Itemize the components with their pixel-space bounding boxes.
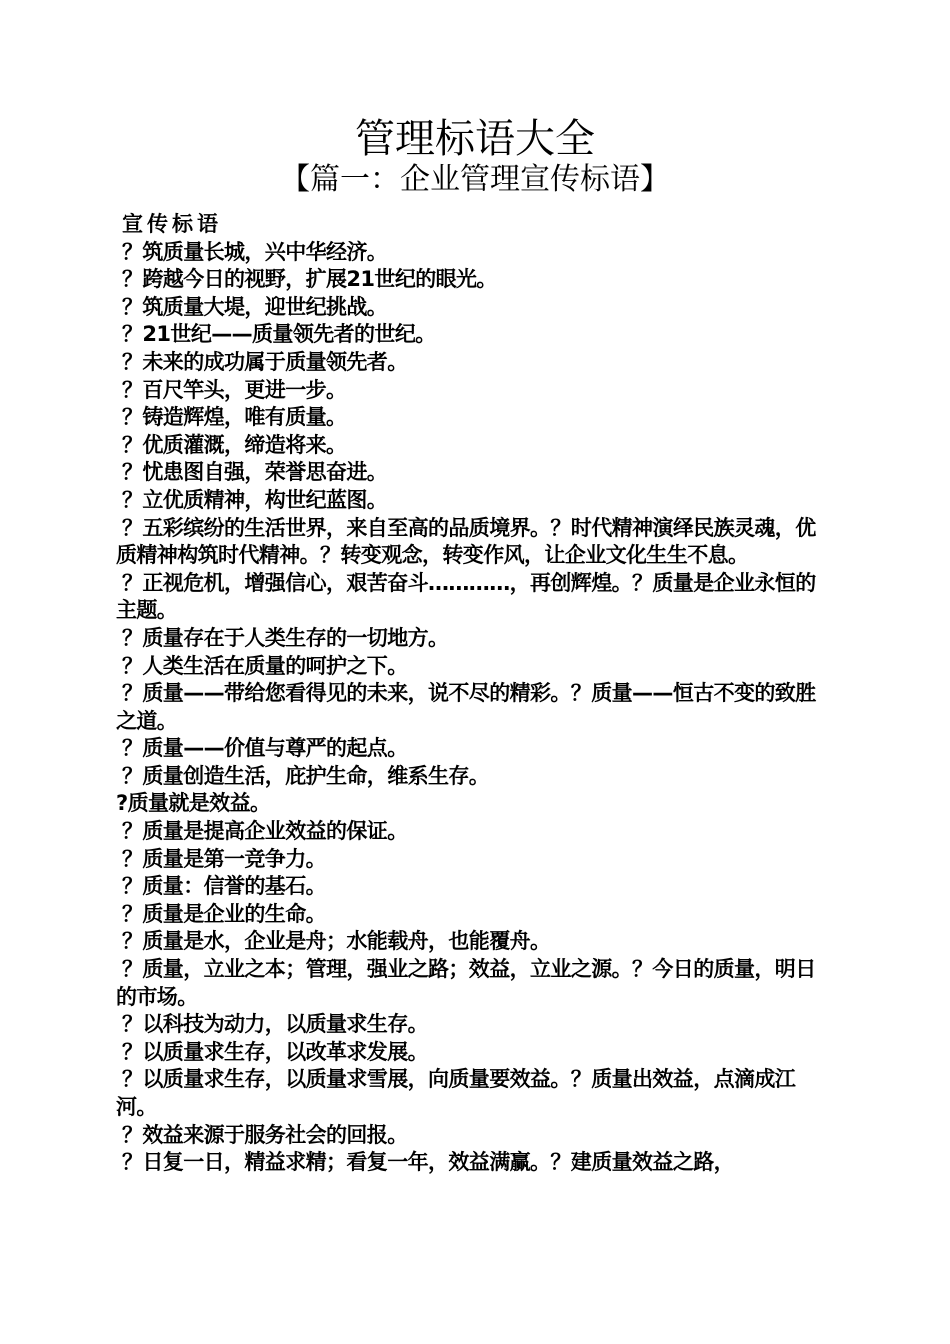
slogan-item: ?质量就是效益。 xyxy=(116,791,271,816)
slogan-item: ？未来的成功属于质量领先者。 xyxy=(122,349,408,374)
document-subtitle: 【篇一：企业管理宣传标语】 xyxy=(280,162,670,197)
slogan-item: ？五彩缤纷的生活世界，来自至高的品质境界。？时代精神演绎民族灵魂，优质精神构筑时代精神。？转变观念，转变作风，让企业文化生生不息。 xyxy=(116,515,816,568)
slogan-item: ？铸造辉煌，唯有质量。 xyxy=(122,405,347,430)
slogan-item: ？筑质量长城，兴中华经济。 xyxy=(122,239,388,264)
slogan-item: ？优质灌溉，缔造将来。 xyxy=(122,432,347,457)
slogan-list xyxy=(116,239,828,1177)
slogan-item: ？以质量求生存，以质量求雪展，向质量要效益。？质量出效益，点滴成江河。 xyxy=(116,1067,796,1119)
slogan-item: ？质量：信誉的基石。 xyxy=(122,874,326,899)
slogan-item: ？质量是企业的生命。 xyxy=(122,901,326,926)
section-heading: 宣传标语 xyxy=(122,212,222,236)
slogan-item: ？以质量求生存，以改革求发展。 xyxy=(122,1039,428,1064)
slogan-item: ？质量，立业之本；管理，强业之路；效益，立业之源。？今日的质量，明日的市场。 xyxy=(116,957,816,1009)
slogan-item: ？忧患图自强，荣誉思奋进。 xyxy=(122,460,388,485)
slogan-item: ？以科技为动力，以质量求生存。 xyxy=(122,1012,428,1037)
slogan-item: ？质量存在于人类生存的一切地方。 xyxy=(122,625,449,650)
slogan-item: ？筑质量大堤，迎世纪挑战。 xyxy=(122,294,388,319)
slogan-item: ？正视危机，增强信心，艰苦奋斗…………，再创辉煌。？质量是企业永恒的主题。 xyxy=(116,570,816,623)
document-body xyxy=(116,211,828,1177)
slogan-item: ？日复一日，精益求精；看复一年，效益满赢。？建质量效益之路， xyxy=(122,1150,734,1175)
slogan-item: ？质量是提高企业效益的保证。 xyxy=(122,819,408,844)
slogan-item: ？质量——价值与尊严的起点。 xyxy=(122,736,408,761)
document-title: 管理标语大全 xyxy=(355,116,595,162)
slogan-item: ？质量是第一竞争力。 xyxy=(122,846,326,871)
slogan-item: ？质量创造生活，庇护生命，维系生存。 xyxy=(122,763,490,788)
slogan-item: ？效益来源于服务社会的回报。 xyxy=(122,1122,408,1147)
slogan-item: ？百尺竿头，更进一步。 xyxy=(122,377,347,402)
slogan-item: ？质量是水，企业是舟；水能载舟，也能覆舟。 xyxy=(122,929,551,954)
slogan-item: ？21世纪——质量领先者的世纪。 xyxy=(122,322,436,347)
slogan-item: ？跨越今日的视野，扩展21世纪的眼光。 xyxy=(122,267,497,292)
slogan-item: ？立优质精神，构世纪蓝图。 xyxy=(122,487,388,512)
slogan-item: ？人类生活在质量的呵护之下。 xyxy=(122,653,408,678)
slogan-item: ？质量——带给您看得见的未来，说不尽的精彩。？质量——恒古不变的致胜之道。 xyxy=(116,681,816,733)
